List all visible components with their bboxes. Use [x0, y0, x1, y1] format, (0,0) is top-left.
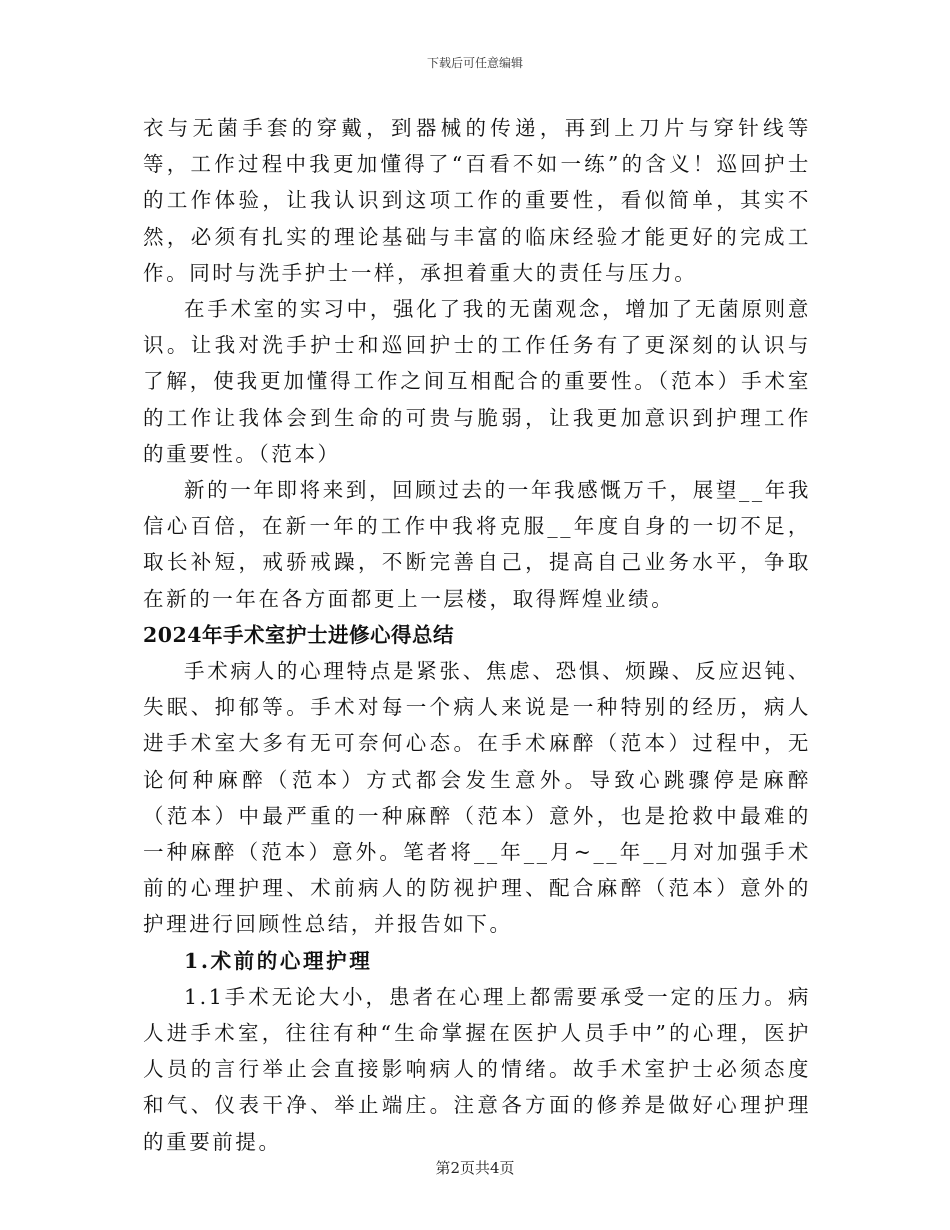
paragraph-continuation: 衣与无菌手套的穿戴，到器械的传递，再到上刀片与穿针线等等，工作过程中我更加懂得了“百看不如一练”的含义！巡回护士的工作体验，让我认识到这项工作的重要性，看似简单，其实不然，必须有扎实的理论基础与丰富的临床经验才能更好的完成工作。同时与洗手护士一样，承担着重大的责任与压力。: [143, 116, 811, 285]
paragraph-intro: 手术病人的心理特点是紧张、焦虑、恐惧、烦躁、反应迟钝、失眠、抑郁等。手术对每一个病人来说是一种特别的经历，病人进手术室大多有无可奈何心态。在手术麻醉（范本）过程中，无论何种麻醉（范本）方式都会发生意外。导致心跳骤停是麻醉（范本）中最严重的一种麻醉（范本）意外，也是抢救中最难的一种麻醉（范本）意外。笔者将__年__月~__年__月对加强手术前的心理护理、术前病人的防视护理、配合麻醉（范本）意外的护理进行回顾性总结，并报告如下。: [143, 659, 811, 937]
page-header: 下载后可任意编辑: [426, 56, 523, 70]
paragraph-new-year-outlook: 新的一年即将来到，回顾过去的一年我感慨万千，展望__年我信心百倍，在新一年的工作中我将克服__年度自身的一切不足，取长补短，戒骄戒躁，不断完善自己，提高自己业务水平，争取在新的一年在各方面都更上一层楼，取得辉煌业绩。: [143, 478, 811, 611]
paragraph-section-1-1: 1.1手术无论大小，患者在心理上都需要承受一定的压力。病人进手术室，往往有种“生命掌握在医护人员手中”的心理，医护人员的言行举止会直接影响病人的情绪。故手术室护士必须态度和气、仪表干净、举止端庄。注意各方面的修养是做好心理护理的重要前提。: [143, 984, 811, 1154]
page-footer: 第2页共4页: [435, 1159, 515, 1177]
paragraph-internship-summary: 在手术室的实习中，强化了我的无菌观念，增加了无菌原则意识。让我对洗手护士和巡回护士的工作任务有了更深刻的认识与了解，使我更加懂得工作之间互相配合的重要性。（范本）手术室的工作让我体会到生命的可贵与脆弱，让我更加意识到护理工作的重要性。（范本）: [143, 297, 811, 466]
section-heading-preop-psychology: 1.术前的心理护理: [184, 948, 373, 973]
article-title: 2024年手术室护士进修心得总结: [143, 622, 455, 647]
page-content: [143, 110, 811, 1160]
